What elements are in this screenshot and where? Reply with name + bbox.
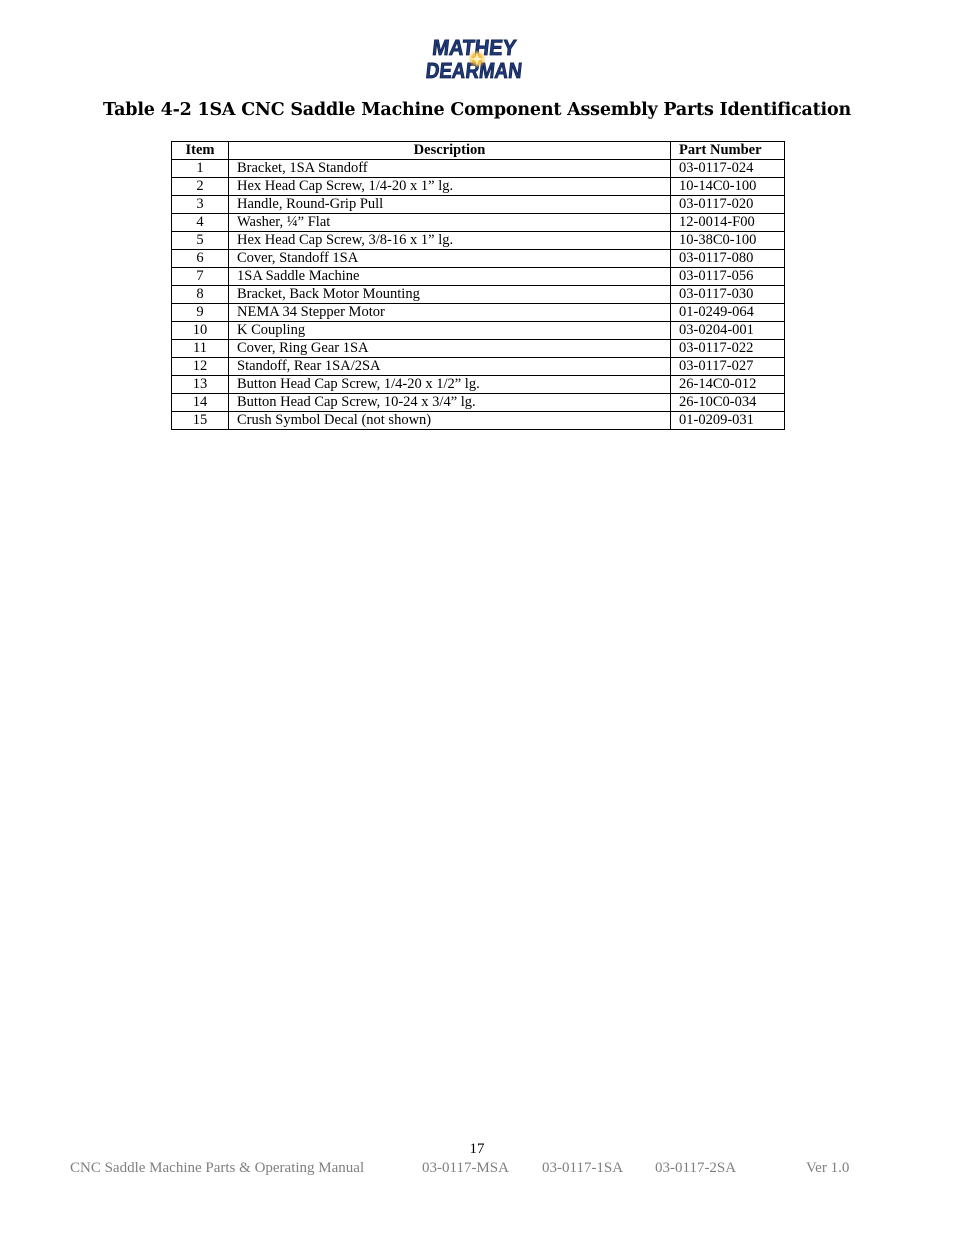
table-row — [172, 358, 785, 376]
table-row — [172, 196, 785, 214]
table-title: Table 4-2 1SA CNC Saddle Machine Component Assembly Parts Identification — [103, 100, 851, 120]
description-cell: Handle, Round-Grip Pull — [229, 196, 671, 214]
item-cell: 5 — [172, 232, 229, 250]
description-cell: Cover, Ring Gear 1SA — [229, 340, 671, 358]
item-cell: 11 — [172, 340, 229, 358]
table-row — [172, 322, 785, 340]
table-row — [172, 376, 785, 394]
description-cell: Washer, ¼” Flat — [229, 214, 671, 232]
item-cell: 15 — [172, 412, 229, 430]
description-cell: Cover, Standoff 1SA — [229, 250, 671, 268]
description-cell: Bracket, 1SA Standoff — [229, 160, 671, 178]
item-cell: 8 — [172, 286, 229, 304]
part-number-cell: 03-0204-001 — [671, 322, 785, 340]
item-cell: 14 — [172, 394, 229, 412]
part-number-cell: 03-0117-056 — [671, 268, 785, 286]
footer-doc-number-2sa: 03-0117-2SA — [655, 1160, 737, 1176]
part-number-cell: 03-0117-024 — [671, 160, 785, 178]
part-number-cell: 03-0117-020 — [671, 196, 785, 214]
table-row — [172, 214, 785, 232]
item-cell: 4 — [172, 214, 229, 232]
part-number-cell: 26-10C0-034 — [671, 394, 785, 412]
description-cell: Bracket, Back Motor Mounting — [229, 286, 671, 304]
mathey-dearman-logo — [424, 32, 540, 86]
table-row — [172, 250, 785, 268]
table-row — [172, 304, 785, 322]
table-row — [172, 394, 785, 412]
item-cell: 12 — [172, 358, 229, 376]
part-number-cell: 03-0117-022 — [671, 340, 785, 358]
part-number-cell: 12-0014-F00 — [671, 214, 785, 232]
part-number-cell: 03-0117-080 — [671, 250, 785, 268]
company-logo — [424, 32, 540, 86]
table-header-row — [172, 142, 785, 160]
column-header-description: Description — [229, 142, 671, 160]
item-cell: 6 — [172, 250, 229, 268]
page-number: 17 — [469, 1141, 485, 1157]
footer-version: Ver 1.0 — [806, 1160, 850, 1176]
logo-line-1: MATHEY — [431, 35, 525, 60]
item-cell: 10 — [172, 322, 229, 340]
table-row — [172, 340, 785, 358]
item-cell: 1 — [172, 160, 229, 178]
part-number-cell: 03-0117-027 — [671, 358, 785, 376]
part-number-cell: 10-14C0-100 — [671, 178, 785, 196]
table-row — [172, 232, 785, 250]
logo-line-2: DEARMAN — [424, 58, 540, 83]
table-row — [172, 178, 785, 196]
part-number-cell: 26-14C0-012 — [671, 376, 785, 394]
footer-doc-number-1sa: 03-0117-1SA — [542, 1160, 624, 1176]
description-cell: 1SA Saddle Machine — [229, 268, 671, 286]
description-cell: Hex Head Cap Screw, 3/8-16 x 1” lg. — [229, 232, 671, 250]
description-cell: K Coupling — [229, 322, 671, 340]
description-cell: Hex Head Cap Screw, 1/4-20 x 1” lg. — [229, 178, 671, 196]
description-cell: Crush Symbol Decal (not shown) — [229, 412, 671, 430]
part-number-cell: 03-0117-030 — [671, 286, 785, 304]
table-row — [172, 286, 785, 304]
parts-table — [171, 141, 785, 430]
part-number-cell: 01-0249-064 — [671, 304, 785, 322]
item-cell: 9 — [172, 304, 229, 322]
part-number-cell: 01-0209-031 — [671, 412, 785, 430]
footer-doc-number-msa: 03-0117-MSA — [422, 1160, 509, 1176]
table-row — [172, 160, 785, 178]
table-row — [172, 268, 785, 286]
table-row — [172, 412, 785, 430]
item-cell: 13 — [172, 376, 229, 394]
item-cell: 3 — [172, 196, 229, 214]
description-cell: NEMA 34 Stepper Motor — [229, 304, 671, 322]
column-header-part-number: Part Number — [671, 142, 785, 160]
description-cell: Standoff, Rear 1SA/2SA — [229, 358, 671, 376]
item-cell: 7 — [172, 268, 229, 286]
part-number-cell: 10-38C0-100 — [671, 232, 785, 250]
description-cell: Button Head Cap Screw, 1/4-20 x 1/2” lg. — [229, 376, 671, 394]
column-header-item: Item — [172, 142, 229, 160]
description-cell: Button Head Cap Screw, 10-24 x 3/4” lg. — [229, 394, 671, 412]
footer-manual-title: CNC Saddle Machine Parts & Operating Manual — [70, 1160, 365, 1176]
item-cell: 2 — [172, 178, 229, 196]
